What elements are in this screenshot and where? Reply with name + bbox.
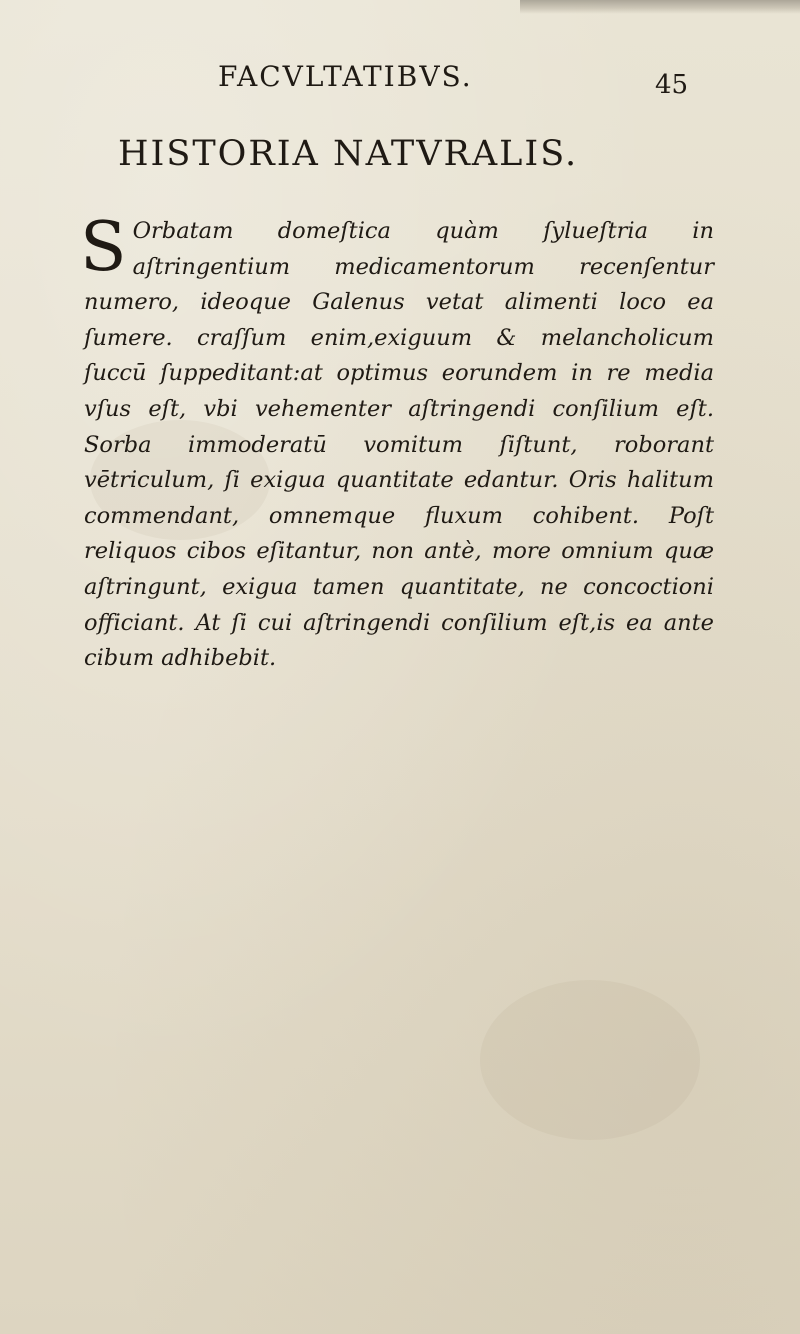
body-paragraph: [80, 208, 714, 677]
page-header: [0, 60, 800, 100]
paragraph-text: Orbatam domeſtica quàm ſylueſtria in aſtringentium medicamentorum recenſentur numero, ideoque Galenus vetat alimenti loco ea ſumere. craſſum enim,exiguum & melancholicum ſuccū ſuppeditant:at optimus eorundem in re media vſus eſt, vbi vehementer aſtringendi conſilium eſt. Sorba immoderatū vomitum ſiſtunt, roborant vētriculum, ſi exigua quantitate edantur. Oris halitum commendant, omnemque fluxum cohibent. Poſt reliquos cibos eſitantur, non antè, more omnium quæ aſtringunt, exigua tamen quantitate, ne concoctioni officiant. At ſi cui aſtringendi conſilium eſt,is ea ante cibum adhibebit.: [84, 218, 714, 672]
drop-cap: S: [80, 208, 127, 287]
running-head: FACVLTATIBVS.: [218, 60, 473, 93]
page-edge-shadow: [520, 0, 800, 14]
page-number: 45: [655, 70, 689, 100]
paper-stain: [480, 980, 700, 1140]
section-title: HISTORIA NATVRALIS.: [118, 134, 579, 174]
